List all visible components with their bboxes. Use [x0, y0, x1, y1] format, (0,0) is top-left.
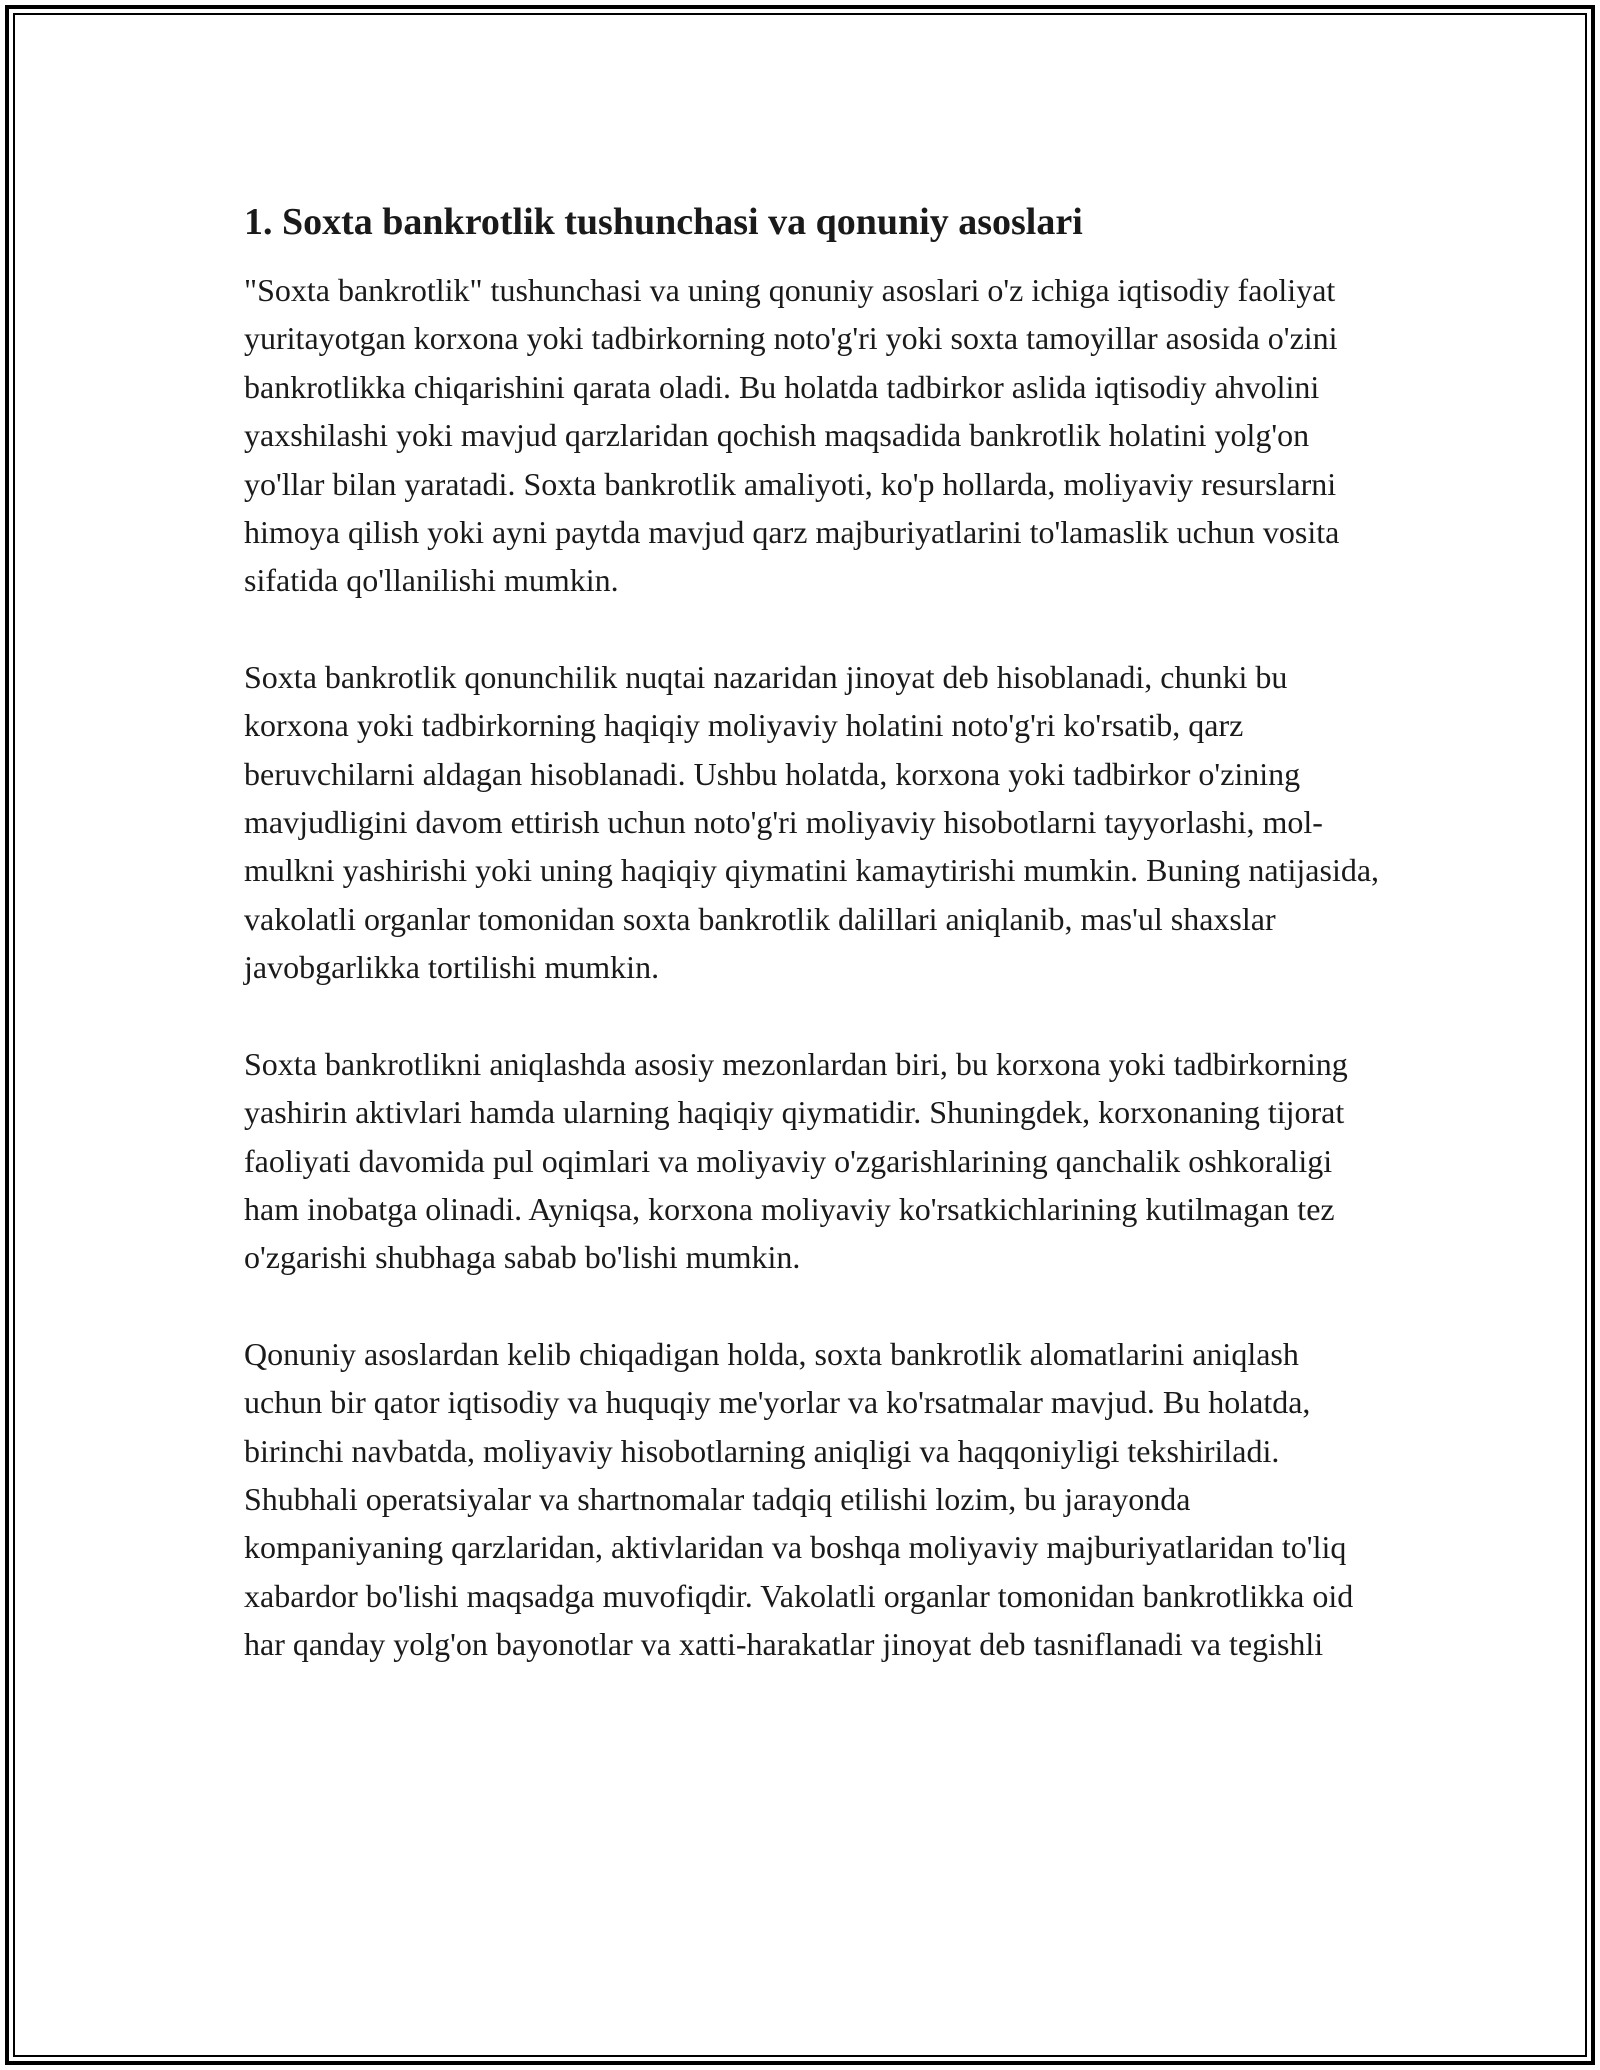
paragraph-4: Qonuniy asoslardan kelib chiqadigan holda, soxta bankrotlik alomatlarini aniqlash uchun bir qator iqtisodiy va huquqiy me'yorlar va ko'rsatmalar mavjud. Bu holatda, birinchi navbatda, moliyaviy hisobotlarning aniqligi va haqqoniyligi tekshiriladi. Shubhali operatsiyalar va shartnomalar tadqiq etilishi lozim, bu jarayonda kompaniyaning qarzlaridan, aktivlaridan va boshqa moliyaviy majburiyatlaridan to'liq xabardor bo'lishi maqsadga muvofiqdir. Vakolatli organlar tomonidan bankrotlikka oid har qanday yolg'on bayonotlar va xatti-harakatlar jinoyat deb tasniflanadi va tegishli [244, 1335, 1354, 1663]
paragraph-3: Soxta bankrotlikni aniqlashda asosiy mezonlardan biri, bu korxona yoki tadbirkorning yashirin aktivlari hamda ularning haqiqiy qiymatidir. Shuningdek, korxonaning tijorat faoliyati davomida pul oqimlari va moliyaviy o'zgarishlarining qanchalik oshkoraligi ham inobatga olinadi. Ayniqsa, korxona moliyaviy ko'rsatkichlarining kutilmagan tez o'zgarishi shubhaga sabab bo'lishi mumkin. [244, 1045, 1348, 1276]
paragraph-2: Soxta bankrotlik qonunchilik nuqtai nazaridan jinoyat deb hisoblanadi, chunki bu korxona yoki tadbirkorning haqiqiy moliyaviy holatini noto'g'ri ko'rsatib, qarz beruvchilarni aldagan hisoblanadi. Ushbu holatda, korxona yoki tadbirkor o'zining mavjudligini davom ettirish uchun noto'g'ri moliyaviy hisobotlarni tayyorlashi, mol-mulkni yashirishi yoki uning haqiqiy qiymatini kamaytirishi mumkin. Buning natijasida, vakolatli organlar tomonidan soxta bankrotlik dalillari aniqlanib, mas'ul shaxslar javobgarlikka tortilishi mumkin. [244, 658, 1380, 986]
paragraph-1: "Soxta bankrotlik" tushunchasi va uning qonuniy asoslari o'z ichiga iqtisodiy faoliyat yuritayotgan korxona yoki tadbirkorning noto'g'ri yoki soxta tamoyillar asosida o'zini bankrotlikka chiqarishini qarata oladi. Bu holatda tadbirkor aslida iqtisodiy ahvolini yaxshilashi yoki mavjud qarzlaridan qochish maqsadida bankrotlik holatini yolg'on yo'llar bilan yaratadi. Soxta bankrotlik amaliyoti, ko'p hollarda, moliyaviy resurslarni himoya qilish yoki ayni paytda mavjud qarz majburiyatlarini to'lamaslik uchun vosita sifatida qo'llanilishi mumkin. [244, 272, 1340, 599]
page-border [5, 5, 1595, 2065]
section-heading: 1. Soxta bankrotlik tushunchasi va qonuniy asoslari [244, 201, 1083, 243]
document-body [244, 194, 1384, 1669]
